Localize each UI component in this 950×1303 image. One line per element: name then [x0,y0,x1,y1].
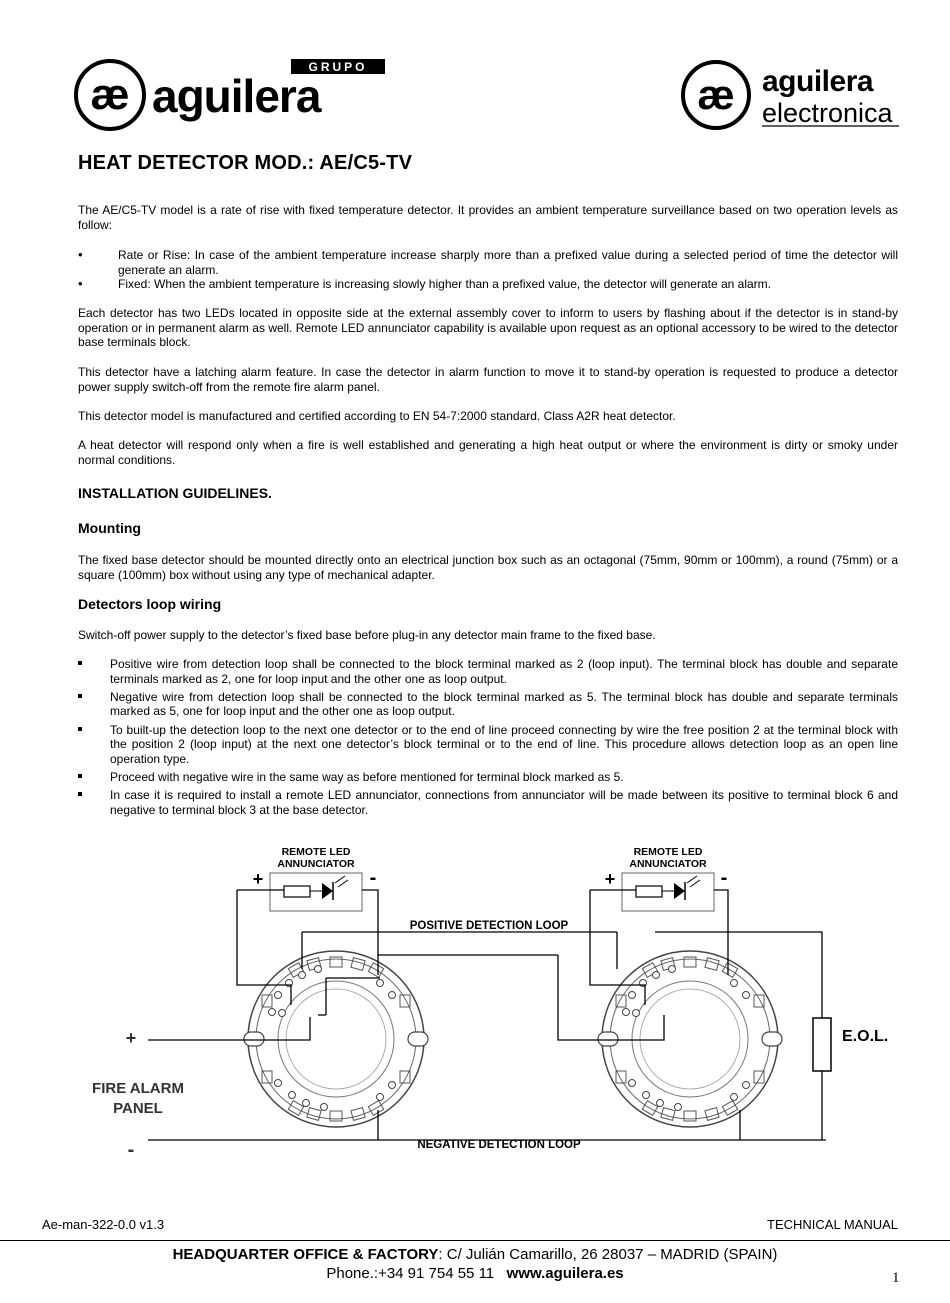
list-item [78,788,898,817]
eol-resistor-icon [813,1018,831,1071]
mounting-heading: Mounting [78,520,141,536]
panel-plus-label: + [125,1028,137,1048]
square-bullet-icon [78,727,82,731]
minus-label: - [369,867,377,889]
ae-mark: æ [90,70,130,119]
list-item [78,657,898,686]
fire-alarm-panel-label: PANEL [113,1100,163,1117]
wiring-intro: Switch-off power supply to the detector’s fixed base before plug-in any detector main frame to the fixed base. [78,628,656,642]
detector-base-right [598,951,782,1127]
operation-levels-list [78,248,898,292]
list-item [78,277,898,292]
resistor-icon [284,886,310,897]
headquarters-address: : C/ Julián Camarillo, 26 28037 – MADRID (SPAIN) [438,1246,778,1263]
list-item [78,248,898,277]
wiring-diagram [0,835,950,1165]
remote-led-annunciator-right [605,846,728,911]
list-item-text: In case it is required to install a remote LED annunciator, connections from annunciator will be made between its positive to terminal block 6 and negative to terminal block 3 at the base detector. [110,788,898,817]
square-bullet-icon [78,694,82,698]
intro-paragraph: The AE/C5-TV model is a rate of rise with fixed temperature detector. It provides an ambient temperature surveillance based on two operation levels as follow: [78,203,898,232]
grupo-aguilera-logo [72,56,392,136]
led-diode-icon [322,883,333,899]
bullet-icon: • [78,247,83,262]
resistor-icon [636,886,662,897]
response-paragraph: A heat detector will respond only when a fire is well established and generating a high heat output or where the environment is dirty or smoky under normal conditions. [78,438,898,467]
aguilera-wordmark: aguilera [762,65,874,98]
annunciator-label: ANNUNCIATOR [629,858,707,870]
website-link[interactable]: www.aguilera.es [506,1265,624,1282]
wiring-heading: Detectors loop wiring [78,596,222,612]
footer-divider [0,1240,950,1241]
manual-label: TECHNICAL MANUAL [767,1217,898,1232]
square-bullet-icon [78,774,82,778]
aguilera-electronica-logo [680,58,905,133]
led-diode-icon [674,883,685,899]
fire-alarm-panel-label: FIRE ALARM [92,1080,184,1097]
list-item-text: Positive wire from detection loop shall be connected to the block terminal marked as 2 (loop input). The terminal block has double and separate terminals marked as 2, one for loop input and the other one as loop output. [110,657,898,686]
latching-paragraph: This detector have a latching alarm feature. In case the detector in alarm function to move it to stand-by operation is requested to produce a detector power supply switch-off from the remote fire alarm panel. [78,365,898,394]
grupo-aguilera-logo-graphic [72,56,392,136]
phone-number: Phone.:+34 91 754 55 11 [326,1265,495,1282]
plus-label: + [252,869,264,889]
certification-paragraph: This detector model is manufactured and certified according to EN 54-7:2000 standard. Class A2R heat detector. [78,409,676,423]
list-item-text: Rate or Rise: In case of the ambient temperature increase sharply more than a prefixed value during a selected period of time the detector will generate an alarm. [118,248,898,277]
headquarters-line [0,1246,950,1263]
mounting-paragraph: The fixed base detector should be mounted directly onto an electrical junction box such as an octagonal (75mm, 90mm or 100mm), a round (75mm) or a square (100mm) box without using any type of mechanical adapter. [78,553,898,582]
page-title: HEAT DETECTOR MOD.: AE/C5-TV [78,152,413,174]
bullet-icon: • [78,276,83,292]
panel-minus-label: - [127,1139,135,1161]
eol-label: E.O.L. [842,1028,889,1045]
annunciator-label: REMOTE LED [633,846,703,858]
remote-led-annunciator-left [253,846,377,911]
list-item-text: Fixed: When the ambient temperature is increasing slowly higher than a prefixed value, the detector will generate an alarm. [118,277,772,292]
leds-paragraph: Each detector has two LEDs located in opposite side at the external assembly cover to inform to users by flashing about if the detector is in stand-by operation or in permanent alarm as well. Remote LED annunciator capability is available upon request as an optional accessory to be wired to the detector base terminals block. [78,306,898,350]
electronica-wordmark: electronica [762,98,893,128]
aguilera-wordmark: aguilera [152,70,321,122]
aguilera-electronica-logo-graphic [680,58,905,133]
list-item [78,690,898,719]
page-number: 1 [892,1270,900,1286]
annunciator-label: ANNUNCIATOR [277,858,355,870]
negative-loop-label: NEGATIVE DETECTION LOOP [417,1139,581,1151]
plus-label: + [604,869,616,889]
installation-heading: INSTALLATION GUIDELINES. [78,485,272,501]
list-item-text: Proceed with negative wire in the same way as before mentioned for terminal block marked as 5. [110,769,624,784]
grupo-label: GRUPO [308,60,368,74]
contact-line [0,1265,950,1282]
list-item [78,770,898,785]
annunciator-label: REMOTE LED [281,846,351,858]
list-item [78,723,898,767]
wiring-steps-list [78,657,898,821]
ae-mark: æ [697,71,735,118]
list-item-text: Negative wire from detection loop shall be connected to the block terminal marked as 5. The terminal block has double and separate terminals marked as 5, one for loop input and the other one as loop output. [110,689,898,719]
positive-loop-label: POSITIVE DETECTION LOOP [409,920,569,932]
list-item-text: To built-up the detection loop to the next one detector or to the end of line proceed connecting by wire the free position 2 at the terminal block with the position 2 (loop input) at the next one detector’s block terminal or to the end of line. This procedure allows detection loop as an open line operation type. [110,722,898,766]
square-bullet-icon [78,661,82,665]
document-code: Ae-man-322-0.0 v1.3 [42,1217,165,1232]
headquarters-label: HEADQUARTER OFFICE & FACTORY [172,1246,439,1263]
square-bullet-icon [78,792,82,796]
minus-label: - [720,867,728,889]
